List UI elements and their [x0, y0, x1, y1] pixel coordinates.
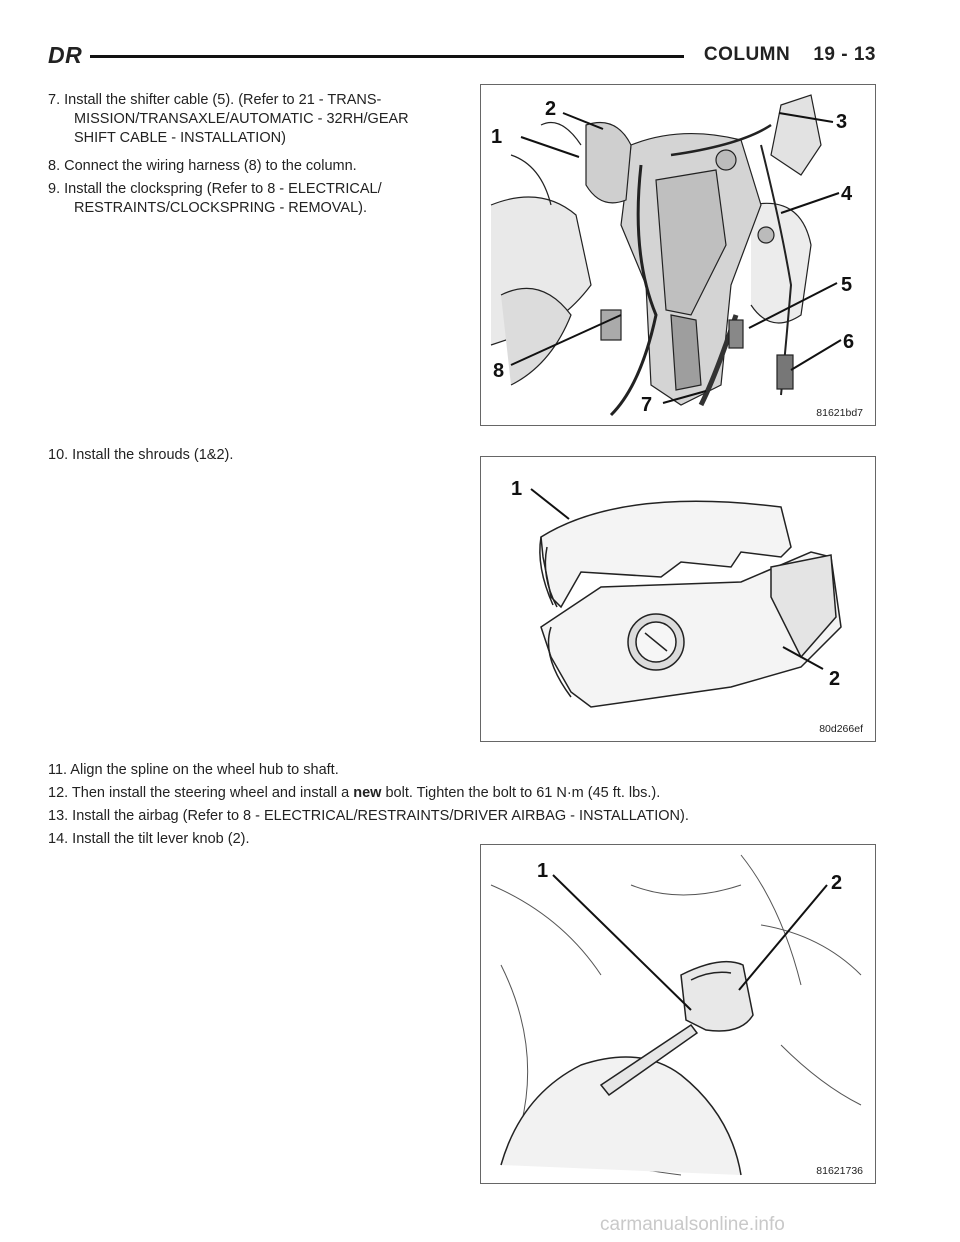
figure-steering-column: [480, 84, 876, 426]
step-12: [48, 784, 888, 803]
figure-1-code: 81621bd7: [816, 407, 863, 419]
step-7: [48, 91, 448, 148]
figure-tilt-lever: [480, 844, 876, 1184]
callout-8: 8: [493, 360, 505, 382]
step-8: 8. Connect the wiring harness (8) to the column.: [48, 158, 357, 174]
header-rule: [90, 55, 684, 58]
callout-3: 3: [836, 111, 848, 133]
step-9-line-2: RESTRAINTS/CLOCKSPRING - REMOVAL).: [74, 200, 367, 216]
callout-2: 2: [829, 668, 841, 690]
step-12-emphasis: new: [353, 785, 382, 801]
callout-6: 6: [843, 331, 855, 353]
figure-shrouds: [480, 456, 876, 742]
header-section-code: DR: [48, 42, 83, 68]
step-14: 14. Install the tilt lever knob (2).: [48, 831, 250, 847]
watermark: carmanualsonline.info: [600, 1214, 785, 1235]
callout-1: 1: [491, 126, 503, 148]
callout-7: 7: [641, 394, 653, 416]
callout-1: 1: [537, 860, 549, 882]
step-7-line-2: MISSION/TRANSAXLE/AUTOMATIC - 32RH/GEAR: [74, 111, 409, 127]
callout-5: 5: [841, 274, 853, 296]
header-page-ref: COLUMN 19 - 13: [703, 44, 876, 65]
step-12-text-pre: 12. Then install the steering wheel and install a: [48, 785, 354, 801]
callout-4: 4: [841, 183, 853, 205]
step-9-line-1: 9. Install the clockspring (Refer to 8 - ELECTRICAL/: [48, 181, 382, 197]
step-9: [48, 180, 448, 218]
callout-2: 2: [831, 872, 843, 894]
step-10: 10. Install the shrouds (1&2).: [48, 447, 234, 463]
step-7-line-1: 7. Install the shifter cable (5). (Refer to 21 - TRANS-: [48, 92, 382, 108]
callout-1: 1: [511, 478, 523, 500]
step-7-line-3: SHIFT CABLE - INSTALLATION): [74, 130, 286, 146]
step-12-text-post: bolt. Tighten the bolt to 61 N·m (45 ft. lbs.).: [381, 785, 661, 801]
shrouds-illustration: [481, 457, 875, 741]
callout-2: 2: [545, 98, 557, 120]
figure-2-code: 80d266ef: [819, 723, 863, 735]
step-11: 11. Align the spline on the wheel hub to shaft.: [48, 762, 339, 778]
figure-3-code: 81621736: [816, 1165, 863, 1177]
page-header: [48, 42, 876, 72]
step-13: 13. Install the airbag (Refer to 8 - ELECTRICAL/RESTRAINTS/DRIVER AIRBAG - INSTALLATION).: [48, 808, 689, 824]
tilt-lever-illustration: [481, 845, 875, 1183]
steering-column-illustration: [481, 85, 875, 425]
